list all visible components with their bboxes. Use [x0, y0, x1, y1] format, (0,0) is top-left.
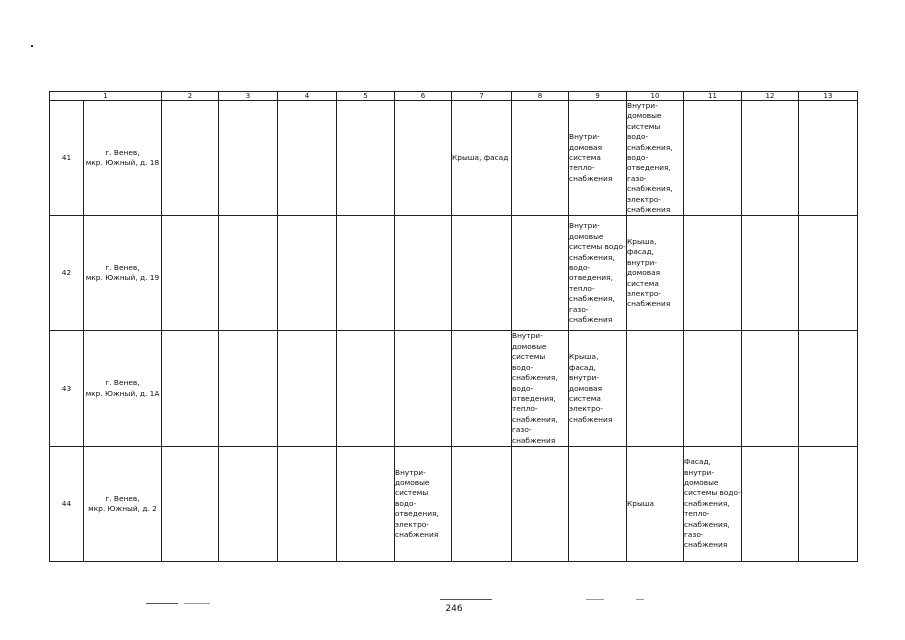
- row-number: 42: [50, 216, 84, 331]
- scan-artifact: [636, 599, 644, 600]
- cell-col-13: [799, 331, 858, 446]
- cell-col-5: [337, 331, 395, 446]
- address-cell: г. Венев, мкр. Южный, д. 1А: [84, 331, 162, 446]
- cell-col-4: [278, 446, 337, 561]
- scan-artifact: [440, 599, 492, 600]
- address-cell: г. Венев, мкр. Южный, д. 18: [84, 101, 162, 216]
- cell-col-13: [799, 101, 858, 216]
- cell-col-8: Внутри- домовые системы водо- снабжения, водо- отведения, тепло- снабжения, газо- снабжения: [512, 331, 569, 446]
- header-cell-12: 12: [742, 92, 799, 101]
- scan-artifact: [184, 603, 210, 604]
- cell-col-6: [395, 331, 452, 446]
- scan-artifact: [146, 603, 178, 604]
- row-number: 41: [50, 101, 84, 216]
- cell-col-12: [742, 446, 799, 561]
- page-number: 246: [445, 604, 463, 614]
- cell-col-8: [512, 446, 569, 561]
- header-cell-8: 8: [512, 92, 569, 101]
- cell-col-6: [395, 216, 452, 331]
- cell-col-2: [162, 446, 219, 561]
- cell-col-3: [219, 446, 278, 561]
- cell-col-8: [512, 101, 569, 216]
- header-cell-7: 7: [452, 92, 512, 101]
- cell-col-10: [627, 331, 684, 446]
- table-row: [50, 216, 858, 331]
- header-cell-4: 4: [278, 92, 337, 101]
- cell-col-6: [395, 101, 452, 216]
- cell-col-11: [684, 331, 742, 446]
- cell-col-4: [278, 216, 337, 331]
- header-cell-3: 3: [219, 92, 278, 101]
- cell-col-7: [452, 331, 512, 446]
- cell-col-12: [742, 101, 799, 216]
- cell-col-11: [684, 216, 742, 331]
- cell-col-6: Внутри- домовые системы водо- отведения, электро- снабжения: [395, 446, 452, 561]
- table-row: [50, 446, 858, 561]
- cell-col-11: Фасад, внутри- домовые системы водо- снабжения, тепло- снабжения, газо- снабжения: [684, 446, 742, 561]
- cell-col-3: [219, 216, 278, 331]
- scan-speck: [31, 45, 33, 47]
- cell-col-2: [162, 331, 219, 446]
- header-cell-5: 5: [337, 92, 395, 101]
- cell-col-7: [452, 446, 512, 561]
- cell-col-9: Внутри- домовая система тепло- снабжения: [569, 101, 627, 216]
- table-row: [50, 101, 858, 216]
- header-cell-9: 9: [569, 92, 627, 101]
- cell-col-12: [742, 216, 799, 331]
- scan-artifact: [586, 599, 604, 600]
- header-cell-13: 13: [799, 92, 858, 101]
- cell-col-9: [569, 446, 627, 561]
- cell-col-2: [162, 216, 219, 331]
- address-cell: г. Венев, мкр. Южный, д. 19: [84, 216, 162, 331]
- header-cell-10: 10: [627, 92, 684, 101]
- schedule-table: [49, 91, 858, 562]
- cell-col-4: [278, 331, 337, 446]
- cell-col-4: [278, 101, 337, 216]
- cell-col-5: [337, 446, 395, 561]
- cell-col-5: [337, 216, 395, 331]
- column-number-row: [50, 92, 858, 101]
- header-cell-1: 1: [50, 92, 162, 101]
- row-number: 43: [50, 331, 84, 446]
- cell-col-10: Крыша: [627, 446, 684, 561]
- cell-col-13: [799, 446, 858, 561]
- header-cell-11: 11: [684, 92, 742, 101]
- cell-col-13: [799, 216, 858, 331]
- cell-col-9: Внутри- домовые системы водо- снабжения, водо- отведения, тепло- снабжения, газо- снабжения: [569, 216, 627, 331]
- cell-col-9: Крыша, фасад, внутри- домовая система электро- снабжения: [569, 331, 627, 446]
- cell-col-8: [512, 216, 569, 331]
- header-cell-2: 2: [162, 92, 219, 101]
- header-cell-6: 6: [395, 92, 452, 101]
- cell-col-5: [337, 101, 395, 216]
- row-number: 44: [50, 446, 84, 561]
- cell-col-7: Крыша, фасад: [452, 101, 512, 216]
- cell-col-3: [219, 331, 278, 446]
- cell-col-11: [684, 101, 742, 216]
- cell-col-12: [742, 331, 799, 446]
- address-cell: г. Венев, мкр. Южный, д. 2: [84, 446, 162, 561]
- cell-col-10: Крыша, фасад, внутри- домовая система электро- снабжения: [627, 216, 684, 331]
- cell-col-2: [162, 101, 219, 216]
- cell-col-10: Внутри- домовые системы водо- снабжения, водо- отведения, газо- снабжения, электро- снабжения: [627, 101, 684, 216]
- cell-col-7: [452, 216, 512, 331]
- cell-col-3: [219, 101, 278, 216]
- table-row: [50, 331, 858, 446]
